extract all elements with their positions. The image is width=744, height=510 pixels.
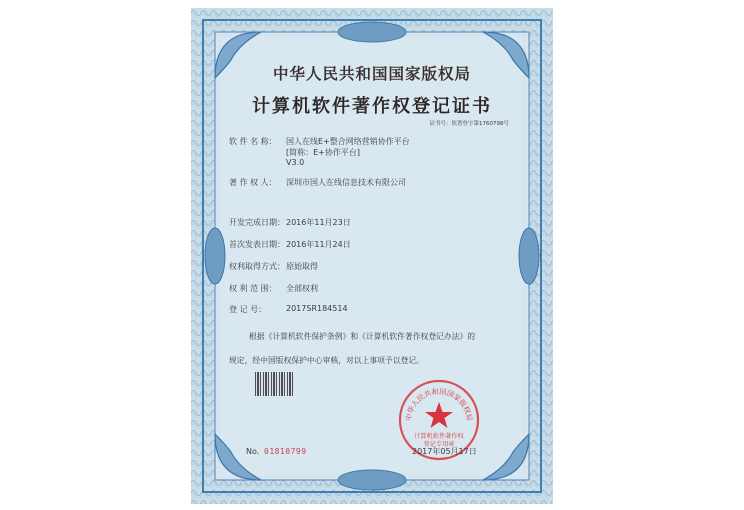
field-label: 权 利 范 围： <box>229 284 277 293</box>
field-label: 登 记 号： <box>229 305 267 314</box>
field-label: 开发完成日期： <box>229 218 285 227</box>
field-value: 原始取得 <box>286 262 318 271</box>
field-value: 2017SR184514 <box>286 304 348 313</box>
certificate <box>191 8 553 504</box>
serial-label: No. <box>246 447 260 456</box>
serial-number: 01810799 <box>264 447 307 456</box>
field-label: 软 件 名 称： <box>229 137 277 146</box>
legal-basis-line-1: 根据《计算机软件保护条例》和《计算机软件著作权登记办法》的 <box>249 332 476 341</box>
legal-basis-line-2: 规定，经中国版权保护中心审核，对以上事项予以登记。 <box>229 356 424 365</box>
seal-inner-line-1: 计算机软件著作权 <box>414 433 464 440</box>
field-label: 权利取得方式： <box>229 262 285 271</box>
issuer-title: 中华人民共和国国家版权局 <box>272 65 471 83</box>
field-label: 著 作 权 人： <box>229 178 277 187</box>
field-value: 国人在线E+整合网络营销协作平台 <box>286 137 410 146</box>
barcode <box>255 372 295 396</box>
field-value: V3.0 <box>286 158 305 167</box>
field-value: [简称：E+协作平台] <box>286 148 360 157</box>
seal-date: 2017年05月17日 <box>412 447 477 456</box>
field-value: 全部权利 <box>286 284 318 293</box>
certificate-title: 计算机软件著作权登记证书 <box>252 96 492 117</box>
star-icon <box>425 402 453 428</box>
field-value: 深圳市国人在线信息技术有限公司 <box>286 178 406 187</box>
field-label: 首次发表日期： <box>229 240 285 249</box>
certificate-number: 证书号：软著登字第1760798号 <box>429 121 509 127</box>
field-value: 2016年11月23日 <box>286 218 351 227</box>
seal-outer-text: 中华人民共和国国家版权局 <box>403 386 475 422</box>
field-value: 2016年11月24日 <box>286 240 351 249</box>
seal-inner-line-2: 登记专用章 <box>423 441 455 448</box>
